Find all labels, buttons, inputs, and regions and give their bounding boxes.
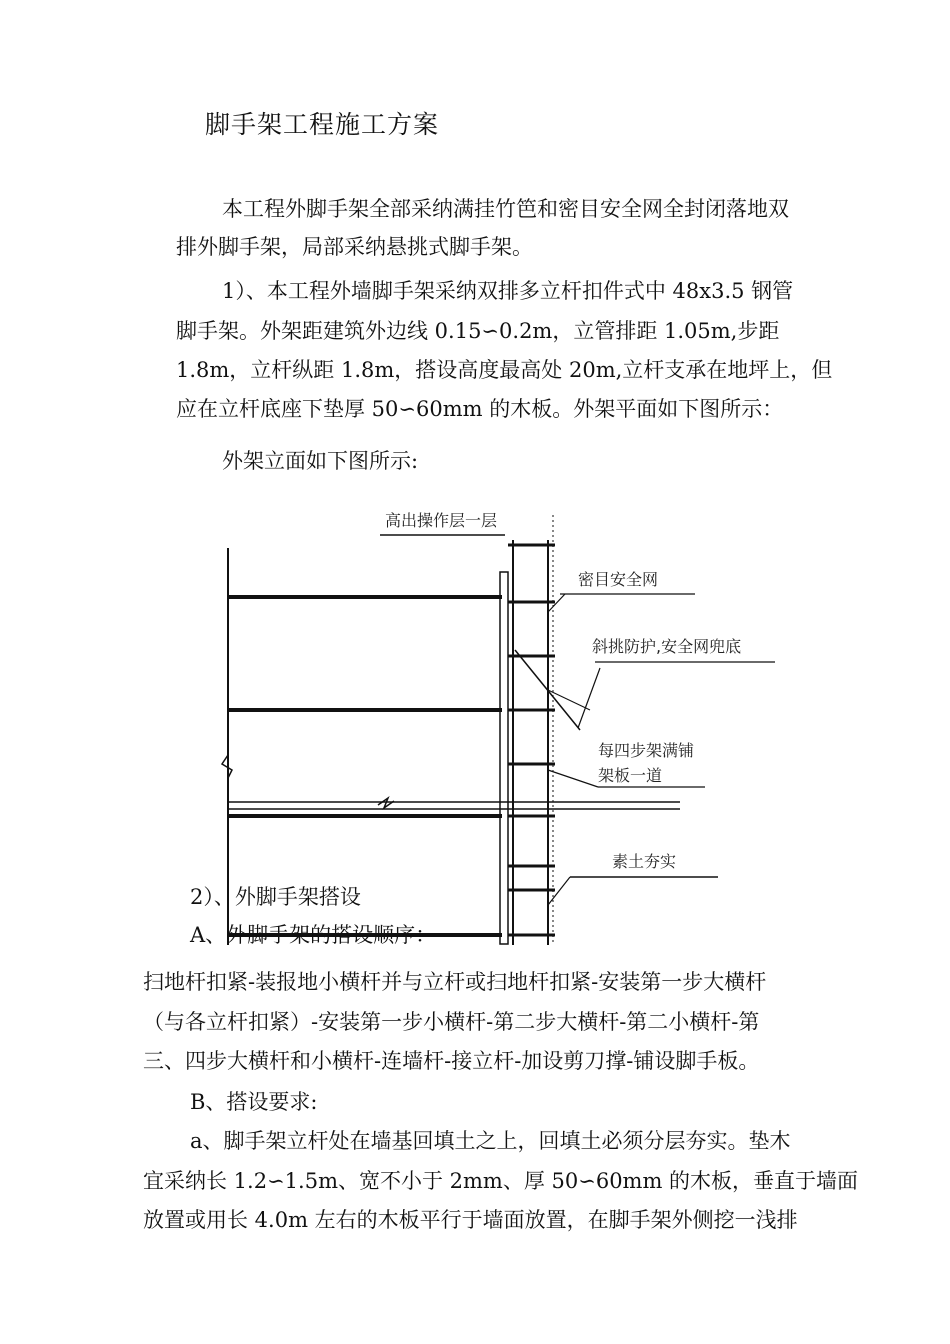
paragraph-1-line-2: 脚手架。外架距建筑外边线 0.15∽0.2m，立管排距 1.05m,步距 (176, 319, 780, 343)
sequence-line-3: 三、四步大横杆和小横杆-连墙杆-接立杆-加设剪刀撑-铺设脚手板。 (143, 1049, 760, 1073)
page-title: 脚手架工程施工方案 (205, 110, 440, 139)
elevation-caption: 外架立面如下图所示: (222, 449, 419, 473)
paragraph-1-line-1: 1）、本工程外墙脚手架采纳双排多立杆扣件式中 48x3.5 钢管 (222, 279, 794, 303)
diagram-label-top: 高出操作层一层 (385, 511, 498, 530)
section-2-heading: 2）、外脚手架搭设 (190, 885, 361, 909)
requirement-a-line-1: a、脚手架立杆处在墙基回填土之上，回填土必须分层夯实。垫木 (190, 1129, 791, 1153)
paragraph-1-line-4: 应在立杆底座下垫厚 50∽60mm 的木板。外架平面如下图所示： (176, 397, 784, 421)
requirement-a-line-3: 放置或用长 4.0m 左右的木板平行于墙面放置，在脚手架外侧挖一浅排 (143, 1208, 798, 1232)
diagram-label-soil: 素土夯实 (612, 852, 677, 871)
sequence-line-1: 扫地杆扣紧-装报地小横杆并与立杆或扫地杆扣紧-安装第一步大横杆 (143, 970, 767, 994)
diagram-label-net: 密目安全网 (578, 570, 659, 589)
requirements-heading: B、搭设要求: (190, 1090, 318, 1114)
intro-line-2: 排外脚手架，局部采纳悬挑式脚手架。 (176, 235, 533, 259)
diagram-label-board-2: 架板一道 (598, 766, 663, 785)
requirement-a-line-2: 宜采纳长 1.2∽1.5m、宽不小于 2mm、厚 50∽60mm 的木板，垂直于墙面 (143, 1169, 859, 1193)
intro-line-1: 本工程外脚手架全部采纳满挂竹笆和密目安全网全封闭落地双 (222, 197, 789, 221)
diagram-label-board-1: 每四步架满铺 (598, 741, 695, 760)
paragraph-1-line-3: 1.8m，立杆纵距 1.8m，搭设高度最高处 20m,立杆支承在地坪上，但 (176, 358, 833, 382)
diagram-label-protect: 斜挑防护,安全网兜底 (592, 637, 742, 656)
sequence-line-2: （与各立杆扣紧）-安装第一步小横杆-第二步大横杆-第二小横杆-第 (143, 1010, 760, 1034)
sequence-heading: A、外脚手架的搭设顺序： (190, 923, 437, 947)
